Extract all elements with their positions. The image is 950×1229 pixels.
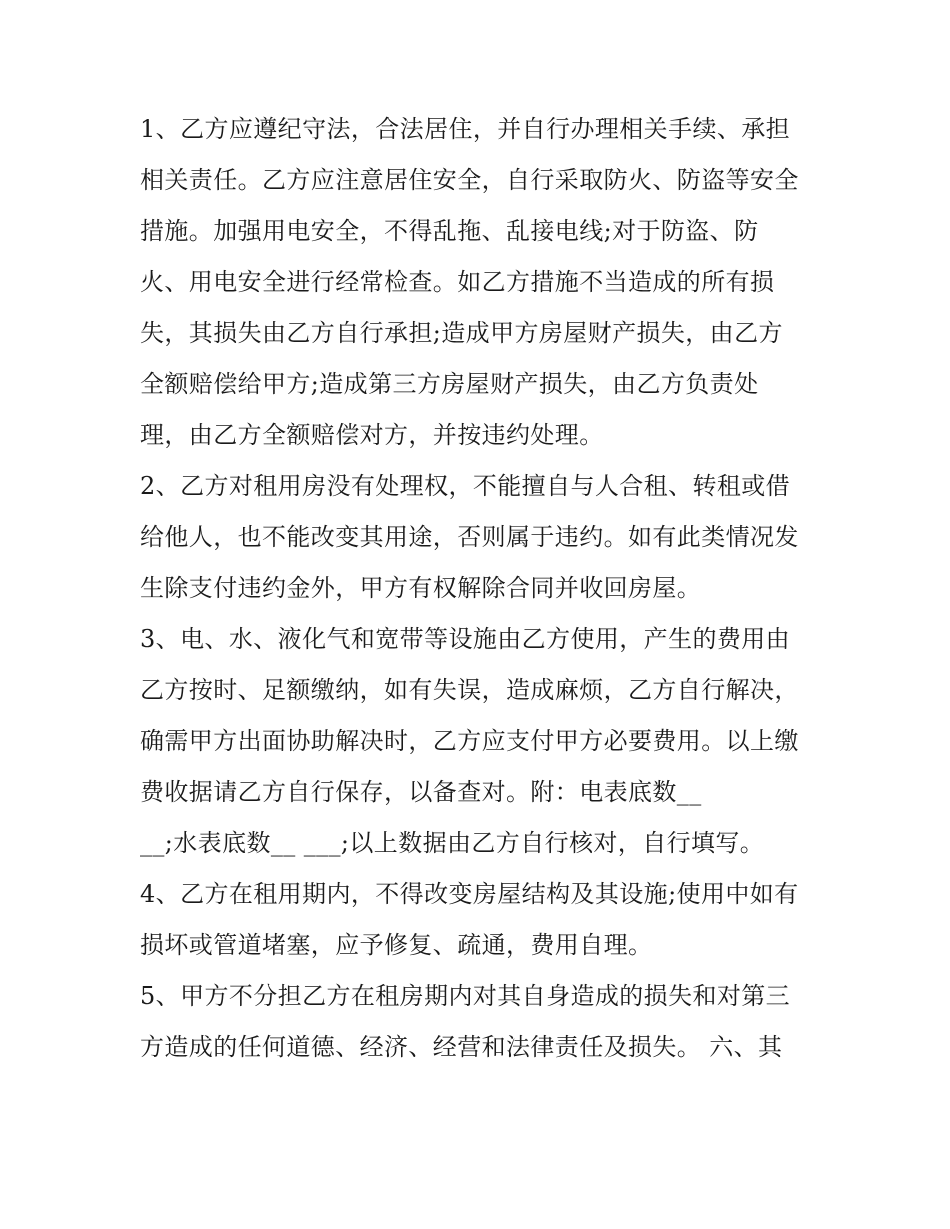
text-line: 火、用电安全进行经常检查。如乙方措施不当造成的所有损: [140, 268, 775, 296]
text-line: 4、乙方在租用期内，不得改变房屋结构及其设施;使用中如有: [140, 880, 799, 908]
text-line: 给他人，也不能改变其用途，否则属于违约。如有此类情况发: [140, 523, 799, 551]
text-line: 失，其损失由乙方自行承担;造成甲方房屋财产损失，由乙方: [140, 319, 783, 347]
text-line: 确需甲方出面协助解决时，乙方应支付甲方必要费用。以上缴: [140, 727, 799, 755]
text-line: 理，由乙方全额赔偿对方，并按违约处理。: [140, 421, 604, 449]
text-line: 措施。加强用电安全，不得乱拖、乱接电线;对于防盗、防: [140, 217, 759, 245]
text-line: __;水表底数__ ___;以上数据由乙方自行核对，自行填写。: [140, 829, 765, 857]
text-line: 费收据请乙方自行保存，以备查对。附：电表底数__: [140, 778, 702, 806]
text-line: 损坏或管道堵塞，应予修复、疏通，费用自理。: [140, 931, 653, 959]
text-line: 2、乙方对租用房没有处理权，不能擅自与人合租、转租或借: [140, 472, 791, 500]
text-line: 生除支付违约金外，甲方有权解除合同并收回房屋。: [140, 574, 702, 602]
text-line: 相关责任。乙方应注意居住安全，自行采取防火、防盗等安全: [140, 166, 799, 194]
document-body: [140, 104, 830, 1073]
text-line: 1、乙方应遵纪守法，合法居住，并自行办理相关手续、承担: [140, 115, 791, 143]
text-line: 3、电、水、液化气和宽带等设施由乙方使用，产生的费用由: [140, 625, 791, 653]
text-line: 5、甲方不分担乙方在租房期内对其自身造成的损失和对第三: [140, 982, 791, 1010]
text-line: 乙方按时、足额缴纳，如有失误，造成麻烦，乙方自行解决，: [140, 676, 799, 704]
text-line: 方造成的任何道德、经济、经营和法律责任及损失。 六、其: [140, 1033, 783, 1061]
text-line: 全额赔偿给甲方;造成第三方房屋财产损失，由乙方负责处: [140, 370, 759, 398]
